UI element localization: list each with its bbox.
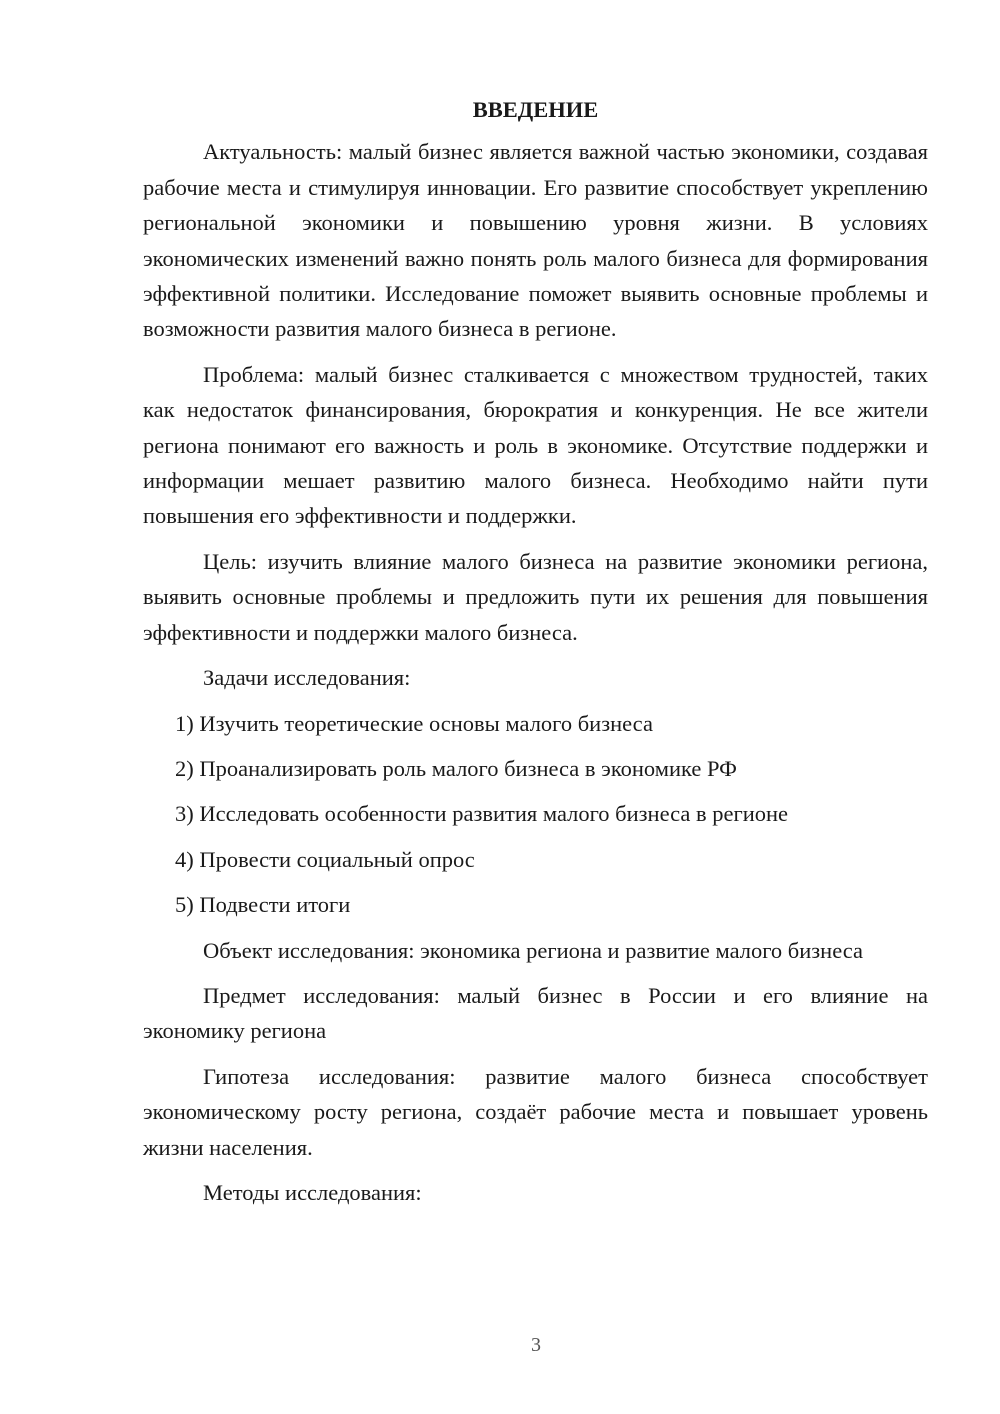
subject-paragraph: Предмет исследования: малый бизнес в России и его влияние на экономику региона — [143, 982, 928, 1044]
page-title: ВВЕДЕНИЕ — [472, 97, 599, 122]
list-item: 5) Подвести итоги — [175, 892, 351, 918]
list-item: 2) Проанализировать роль малого бизнеса в экономике РФ — [175, 755, 737, 781]
list-item: 4) Провести социальный опрос — [175, 846, 475, 872]
tasks-list — [143, 706, 928, 923]
document-body — [143, 92, 928, 1220]
list-item: 3) Исследовать особенности развития малого бизнеса в регионе — [175, 801, 789, 827]
tasks-heading: Задачи исследования: — [203, 665, 411, 691]
page-number: 3 — [531, 1334, 541, 1356]
relevance-paragraph: Актуальность: малый бизнес является важной частью экономики, создавая рабочие места и стимулируя инновации. Его развитие способствует укреплению региональной экономики и повышению уровня жизни. В условиях экономических изменений важно понять роль малого бизнеса для формирования эффективной политики. Исследование поможет выявить основные проблемы и возможности развития малого бизнеса в регионе. — [143, 139, 928, 342]
methods-heading: Методы исследования: — [203, 1179, 422, 1205]
object-paragraph: Объект исследования: экономика региона и развитие малого бизнеса — [203, 937, 863, 963]
goal-paragraph: Цель: изучить влияние малого бизнеса на развитие экономики региона, выявить основные проблемы и предложить пути их решения для повышения эффективности и поддержки малого бизнеса. — [143, 548, 928, 645]
list-item: 1) Изучить теоретические основы малого бизнеса — [175, 710, 653, 736]
hypothesis-paragraph: Гипотеза исследования: развитие малого бизнеса способствует экономическому росту региона, создаёт рабочие места и повышает уровень жизни населения. — [143, 1063, 928, 1160]
problem-paragraph: Проблема: малый бизнес сталкивается с множеством трудностей, таких как недостаток финансирования, бюрократия и конкуренция. Не все жители региона понимают его важность и роль в экономике. Отсутствие поддержки и информации мешает развитию малого бизнеса. Необходимо найти пути повышения его эффективности и поддержки. — [143, 361, 928, 529]
